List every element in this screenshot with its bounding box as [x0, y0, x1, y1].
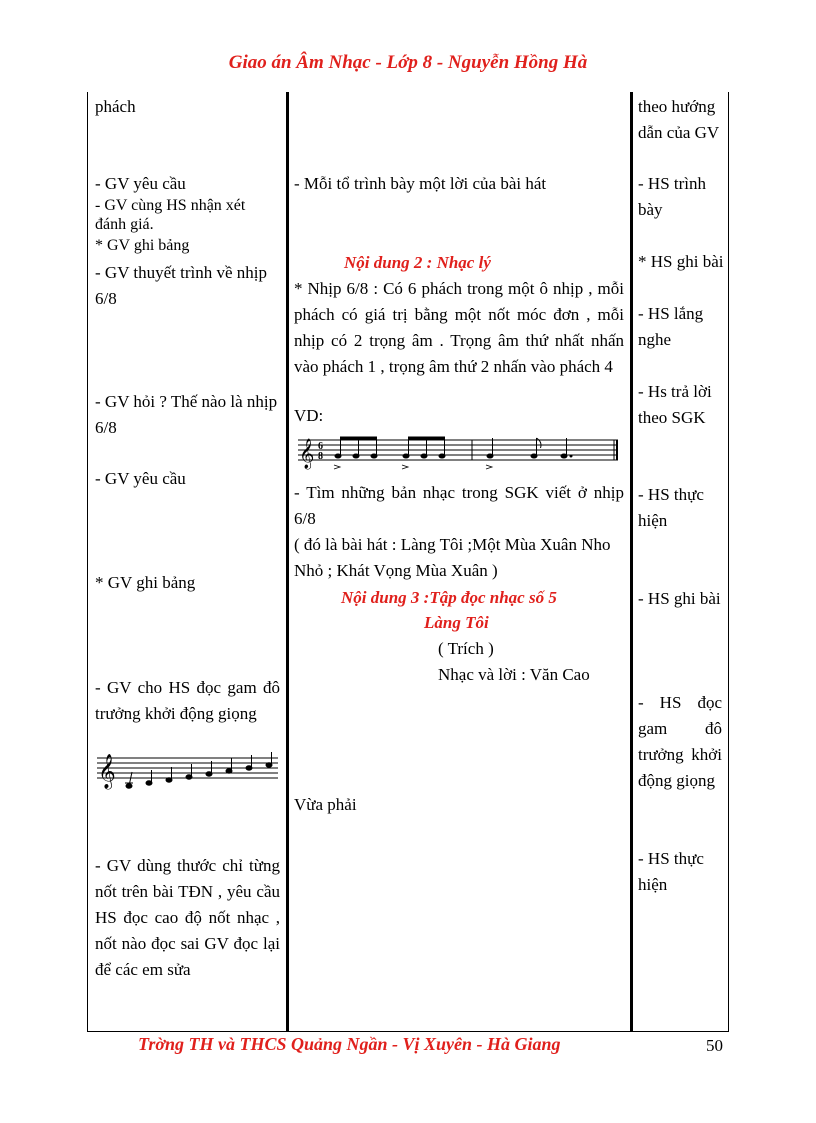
music-staff-scale-icon	[95, 748, 280, 792]
col1-text-8: * GV ghi bảng	[95, 573, 196, 592]
col1-text-7: - GV yêu cầu	[95, 469, 186, 488]
col1-text-10: - GV dùng thước chỉ từng nốt trên bài TĐN , yêu cầu HS đọc cao độ nốt nhạc , nốt nào đọc sai GV đọc lại để các em sửa	[95, 856, 280, 979]
col3-text-9: - HS thực hiện	[638, 849, 704, 894]
col2-song-title: Làng Tôi	[424, 613, 489, 632]
col1-text-6: - GV hỏi ? Thế nào là nhịp 6/8	[95, 392, 278, 437]
col3-text-8: - HS đọc gam đô trưởng khởi động giọng	[638, 693, 722, 790]
col3-text-6: - HS thực hiện	[638, 485, 704, 530]
col2-text-tempo: Vừa phải	[294, 795, 357, 814]
page-number: 50	[706, 1036, 723, 1055]
col1-text-2: - GV yêu cầu	[95, 174, 186, 193]
col2-text-author: Nhạc và lời : Văn Cao	[438, 665, 590, 684]
col3-text-3: * HS ghi bài	[638, 252, 724, 271]
svg-text:𝄞: 𝄞	[98, 754, 116, 789]
col3-text-1: theo hướng dẫn của GV	[638, 97, 720, 142]
page-header: Giao án Âm Nhạc - Lớp 8 - Nguyễn Hồng Hà	[228, 52, 588, 73]
col3-text-5: - Hs trả lời theo SGK	[638, 382, 712, 427]
col1-text-9: - GV cho HS đọc gam đô trưởng khởi động giọng	[95, 678, 280, 723]
page-footer: Trờng TH và THCS Quảng Ngần - Vị Xuyên - Hà Giang	[138, 1034, 561, 1054]
col3-text-7: - HS ghi bài	[638, 589, 721, 608]
col1-text-1: phách	[95, 97, 136, 116]
table-divider-1	[286, 92, 289, 1032]
col2-heading-content-3: Nội dung 3 :Tập đọc nhạc số 5	[341, 588, 557, 607]
col2-text-4: ( đó là bài hát : Làng Tôi ;Một Mùa Xuân Nho Nhỏ ; Khát Vọng Mùa Xuân )	[294, 535, 611, 580]
col3-text-2: - HS trình bày	[638, 174, 706, 219]
col1-text-3: - GV cùng HS nhận xét đánh giá.	[95, 197, 246, 233]
col3-text-4: - HS lắng nghe	[638, 304, 704, 349]
table-border-left	[87, 92, 88, 1032]
col1-text-4: * GV ghi bảng	[95, 237, 190, 254]
table-border-right	[728, 92, 729, 1032]
col2-text-2: * Nhịp 6/8 : Có 6 phách trong một ô nhịp , mỗi phách có giá trị bằng một nốt móc đơn , mỗi nhịp có 2 trọng âm . Trọng âm thứ nhất nhấn vào phách 1 , trọng âm thứ 2 nhấn vào phách 4	[294, 279, 624, 376]
col2-heading-content-2: Nội dung 2 : Nhạc lý	[344, 253, 491, 272]
col1-text-5: - GV thuyết trình về nhịp 6/8	[95, 263, 268, 308]
svg-text:8: 8	[318, 451, 323, 462]
svg-text:6: 6	[318, 441, 323, 452]
col2-text-vd: VD:	[294, 406, 324, 425]
col2-text-excerpt: ( Trích )	[438, 639, 494, 658]
table-border-bottom	[87, 1031, 729, 1032]
col2-text-3: - Tìm những bản nhạc trong SGK viết ở nhịp 6/8	[294, 483, 624, 528]
music-staff-example-icon	[298, 432, 620, 476]
svg-text:𝄞: 𝄞	[299, 439, 315, 469]
table-divider-2	[630, 92, 633, 1032]
col2-text-1: - Mỗi tổ trình bày một lời của bài hát	[294, 174, 547, 193]
